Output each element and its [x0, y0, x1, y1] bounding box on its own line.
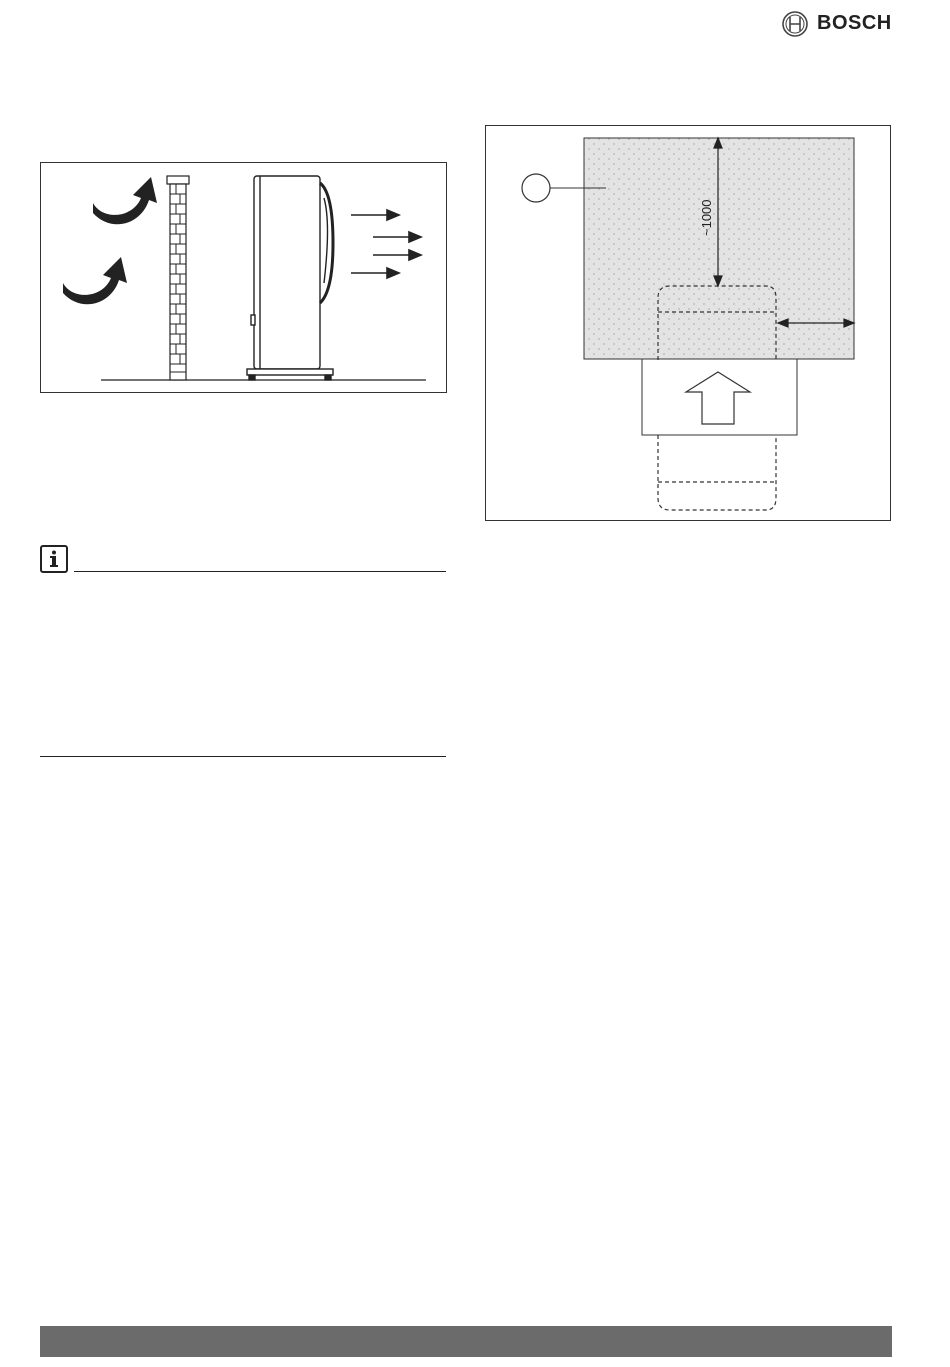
- info-note: [40, 545, 446, 757]
- bosch-armature-icon: [781, 10, 809, 38]
- figure-clearance-diagram: [485, 125, 891, 521]
- brand-name: BOSCH: [817, 12, 892, 34]
- figure-airflow-installation: [40, 162, 447, 393]
- info-rule-top: [74, 571, 446, 572]
- clearance-area: [584, 138, 854, 359]
- airflow-straight-arrow-icon: [351, 210, 421, 278]
- footer-bar: [40, 1326, 892, 1357]
- airflow-curved-arrow-icon: [63, 177, 157, 304]
- brand-logo: [781, 10, 893, 38]
- info-rule-bottom: [40, 756, 446, 757]
- heat-pump-unit-icon: [247, 176, 333, 380]
- info-icon: [40, 545, 68, 573]
- brick-wall-icon: [167, 176, 189, 380]
- dimension-label-1000: ~1000: [699, 199, 714, 236]
